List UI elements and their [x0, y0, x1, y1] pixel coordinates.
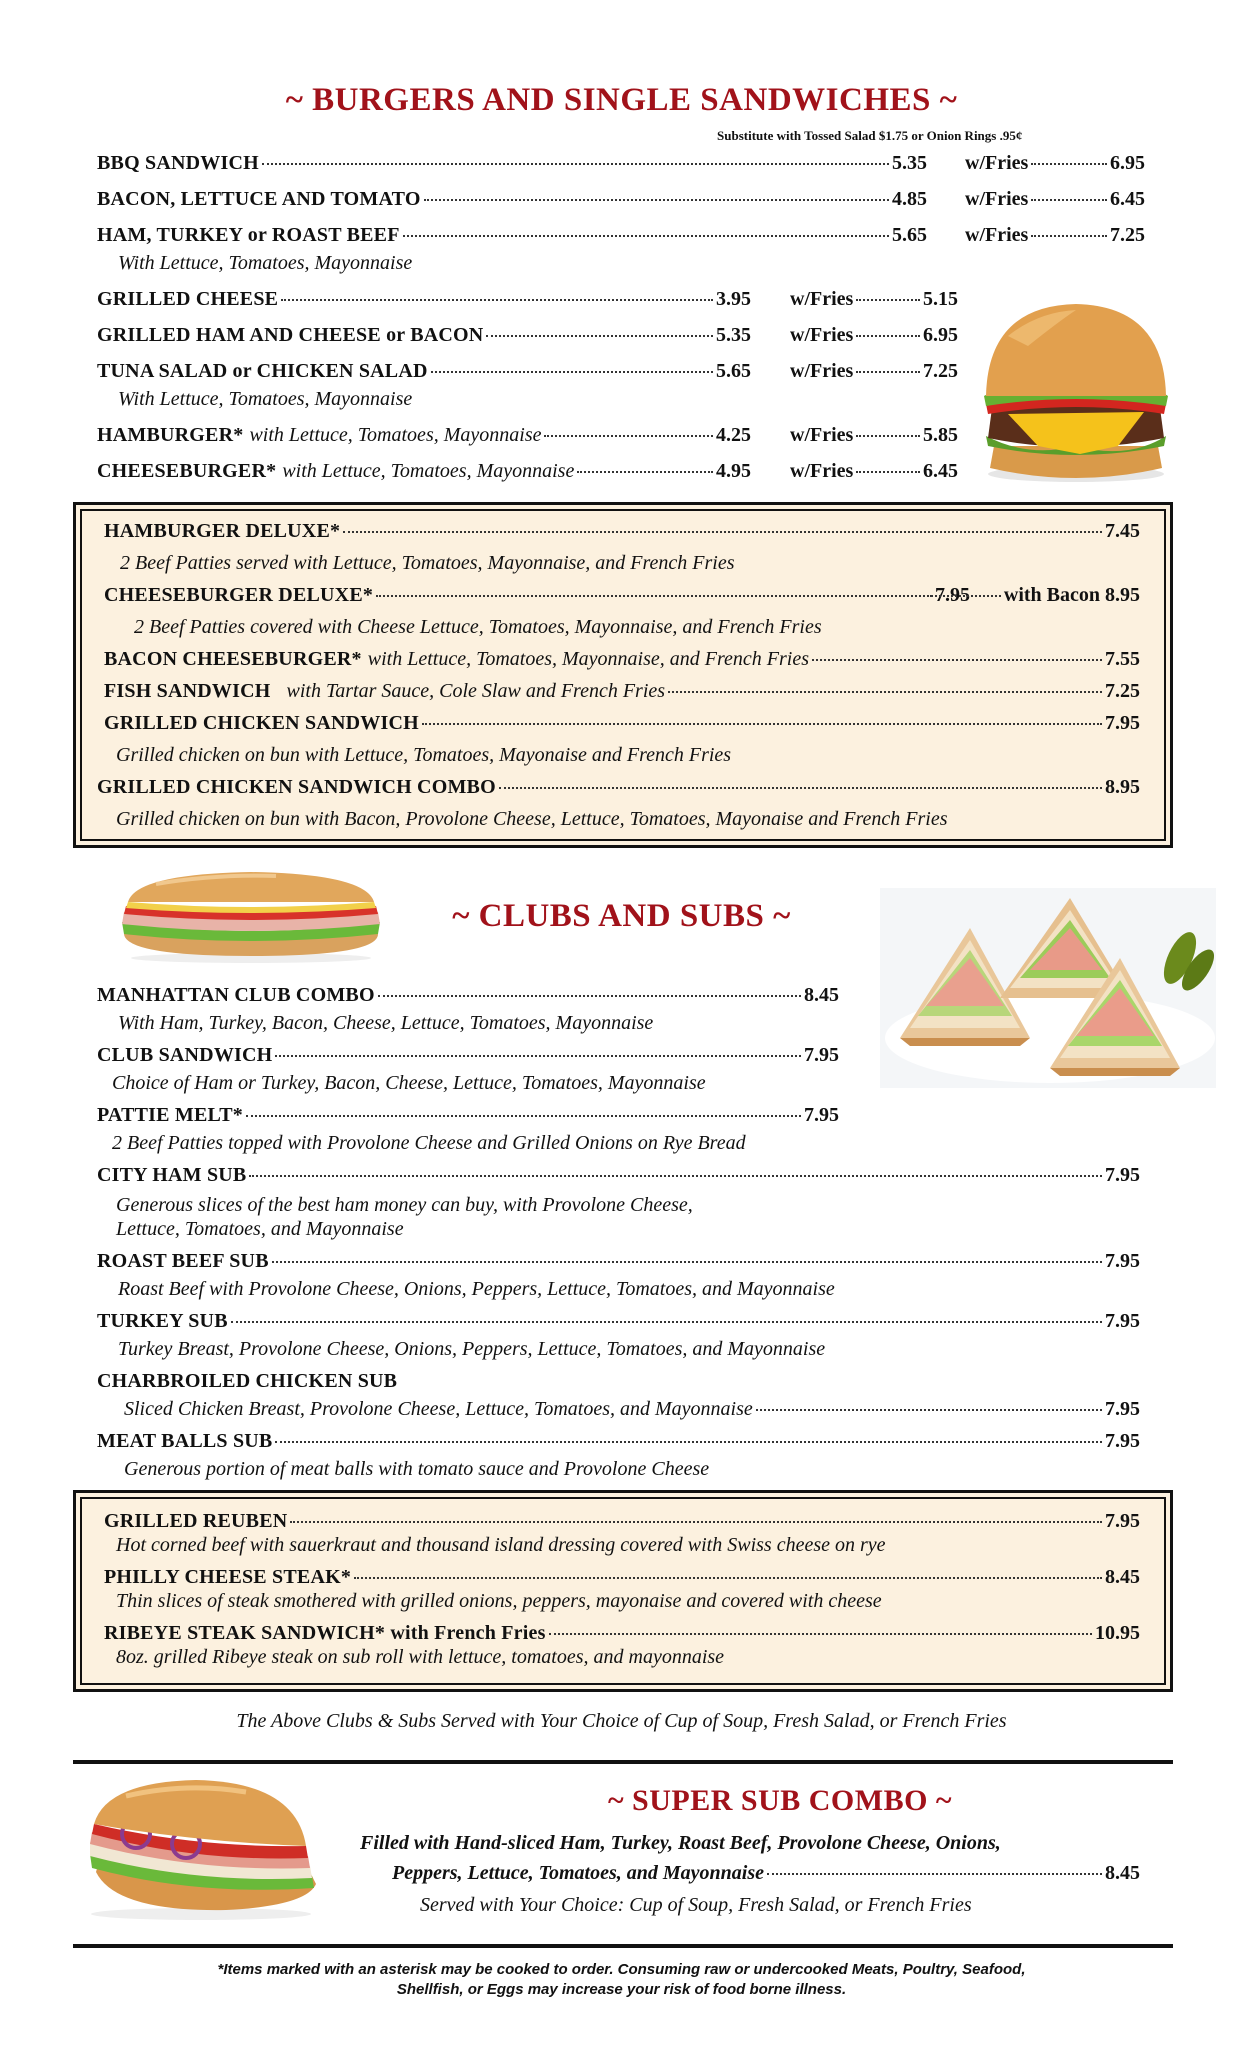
menu-item: GRILLED CHEESE 3.95 [97, 288, 751, 310]
fries-option: w/Fries 6.95 [965, 152, 1145, 174]
fries-option: w/Fries 5.15 [790, 288, 958, 310]
menu-item: ROAST BEEF SUB 7.95 [97, 1250, 1140, 1272]
item-description: Thin slices of steak smothered with grilled onions, peppers, mayonaise and covered with cheese [116, 1590, 882, 1612]
menu-item: CLUB SANDWICH 7.95 [97, 1044, 839, 1066]
item-description: Choice of Ham or Turkey, Bacon, Cheese, Lettuce, Tomatoes, Mayonnaise [112, 1072, 706, 1094]
item-description: 8oz. grilled Ribeye steak on sub roll with lettuce, tomatoes, and mayonnaise [116, 1646, 725, 1668]
divider-bottom [73, 1944, 1173, 1948]
item-description: Grilled chicken on bun with Lettuce, Tomatoes, Mayonaise and French Fries [116, 744, 732, 766]
menu-item: PATTIE MELT* 7.95 [97, 1104, 839, 1126]
item-description: Roast Beef with Provolone Cheese, Onions, Peppers, Lettuce, Tomatoes, and Mayonnaise [118, 1278, 835, 1300]
super-sub-line3: Served with Your Choice: Cup of Soup, Fresh Salad, or French Fries [420, 1894, 972, 1916]
menu-item: CHARBROILED CHICKEN SUB [97, 1370, 398, 1392]
item-description-cont: Lettuce, Tomatoes, and Mayonnaise [116, 1218, 404, 1240]
menu-item: GRILLED HAM AND CHEESE or BACON 5.35 [97, 324, 751, 346]
menu-item: GRILLED CHICKEN SANDWICH COMBO 8.95 [97, 776, 1140, 798]
menu-item: CHEESEBURGER* with Lettuce, Tomatoes, Mayonnaise 4.95 [97, 460, 751, 482]
menu-item: CITY HAM SUB 7.95 [97, 1164, 1140, 1186]
menu-item: HAMBURGER* with Lettuce, Tomatoes, Mayonnaise 4.25 [97, 424, 751, 446]
menu-item: HAMBURGER DELUXE* 7.45 [104, 520, 1140, 542]
item-description: With Lettuce, Tomatoes, Mayonnaise [118, 388, 413, 410]
menu-item: MANHATTAN CLUB COMBO 8.45 [97, 984, 839, 1006]
fries-option: w/Fries 7.25 [965, 224, 1145, 246]
fries-option: w/Fries 5.85 [790, 424, 958, 446]
menu-item: CHEESEBURGER DELUXE* 7.95 [104, 584, 970, 606]
menu-item: BBQ SANDWICH 5.35 [97, 152, 927, 174]
item-description: 2 Beef Patties covered with Cheese Lettuce, Tomatoes, Mayonnaise, and French Fries [134, 616, 822, 638]
item-description: With Ham, Turkey, Bacon, Cheese, Lettuce, Tomatoes, Mayonnaise [118, 1012, 654, 1034]
item-description: Sliced Chicken Breast, Provolone Cheese, Lettuce, Tomatoes, and Mayonnaise 7.95 [124, 1398, 1140, 1420]
cheeseburger-image [968, 296, 1184, 486]
super-sub-title: ~ SUPER SUB COMBO ~ [607, 1784, 953, 1817]
menu-item: HAM, TURKEY or ROAST BEEF 5.65 [97, 224, 927, 246]
bacon-option: with Bacon 8.95 [928, 584, 1140, 607]
menu-item: RIBEYE STEAK SANDWICH* with French Fries 10.95 [104, 1622, 1140, 1644]
super-sub-line1: Filled with Hand-sliced Ham, Turkey, Roast Beef, Provolone Cheese, Onions, [360, 1832, 1001, 1854]
item-description: With Lettuce, Tomatoes, Mayonnaise [118, 252, 413, 274]
divider-top [73, 1760, 1173, 1764]
item-description: Generous portion of meat balls with tomato sauce and Provolone Cheese [124, 1458, 710, 1480]
menu-item: MEAT BALLS SUB 7.95 [97, 1430, 1140, 1452]
fries-option: w/Fries 6.95 [790, 324, 958, 346]
disclaimer-line2: Shellfish, or Eggs may increase your risk of food borne illness. [396, 1981, 847, 1998]
substitute-note: Substitute with Tossed Salad $1.75 or Onion Rings .95¢ [717, 128, 1023, 143]
item-description: Hot corned beef with sauerkraut and thousand island dressing covered with Swiss cheese on rye [116, 1534, 886, 1556]
item-description: 2 Beef Patties topped with Provolone Cheese and Grilled Onions on Rye Bread [112, 1132, 746, 1154]
menu-item: TUNA SALAD or CHICKEN SALAD 5.65 [97, 360, 751, 382]
menu-item: PHILLY CHEESE STEAK* 8.45 [104, 1566, 1140, 1588]
item-description: Generous slices of the best ham money can buy, with Provolone Cheese, [116, 1194, 693, 1216]
menu-item: BACON CHEESEBURGER* with Lettuce, Tomatoes, Mayonnaise, and French Fries 7.55 [104, 648, 1140, 670]
menu-item: BACON, LETTUCE AND TOMATO 4.85 [97, 188, 927, 210]
clubs-section-title: ~ CLUBS AND SUBS ~ [452, 898, 791, 934]
disclaimer-line1: *Items marked with an asterisk may be cooked to order. Consuming raw or undercooked Meats, Poultry, Seafood, [217, 1961, 1026, 1978]
item-description: Grilled chicken on bun with Bacon, Provolone Cheese, Lettuce, Tomatoes, Mayonaise and French Fries [116, 808, 948, 830]
club-sandwich-image [880, 888, 1216, 1088]
menu-item: GRILLED CHICKEN SANDWICH 7.95 [104, 712, 1140, 734]
served-note: The Above Clubs & Subs Served with Your Choice of Cup of Soup, Fresh Salad, or French Fries [236, 1710, 1007, 1732]
fries-option: w/Fries 6.45 [790, 460, 958, 482]
item-description: Turkey Breast, Provolone Cheese, Onions, Peppers, Lettuce, Tomatoes, and Mayonnaise [118, 1338, 826, 1360]
fries-option: w/Fries 6.45 [965, 188, 1145, 210]
super-sub-line2: Peppers, Lettuce, Tomatoes, and Mayonnaise 8.45 [392, 1862, 1140, 1884]
super-sub-image [76, 1772, 326, 1922]
fries-option: w/Fries 7.25 [790, 360, 958, 382]
burgers-section-title: ~ BURGERS AND SINGLE SANDWICHES ~ [285, 82, 958, 118]
menu-item: GRILLED REUBEN 7.95 [104, 1510, 1140, 1532]
menu-item: TURKEY SUB 7.95 [97, 1310, 1140, 1332]
item-description: 2 Beef Patties served with Lettuce, Tomatoes, Mayonnaise, and French Fries [120, 552, 735, 574]
menu-item: FISH SANDWICH with Tartar Sauce, Cole Slaw and French Fries 7.25 [104, 680, 1140, 702]
